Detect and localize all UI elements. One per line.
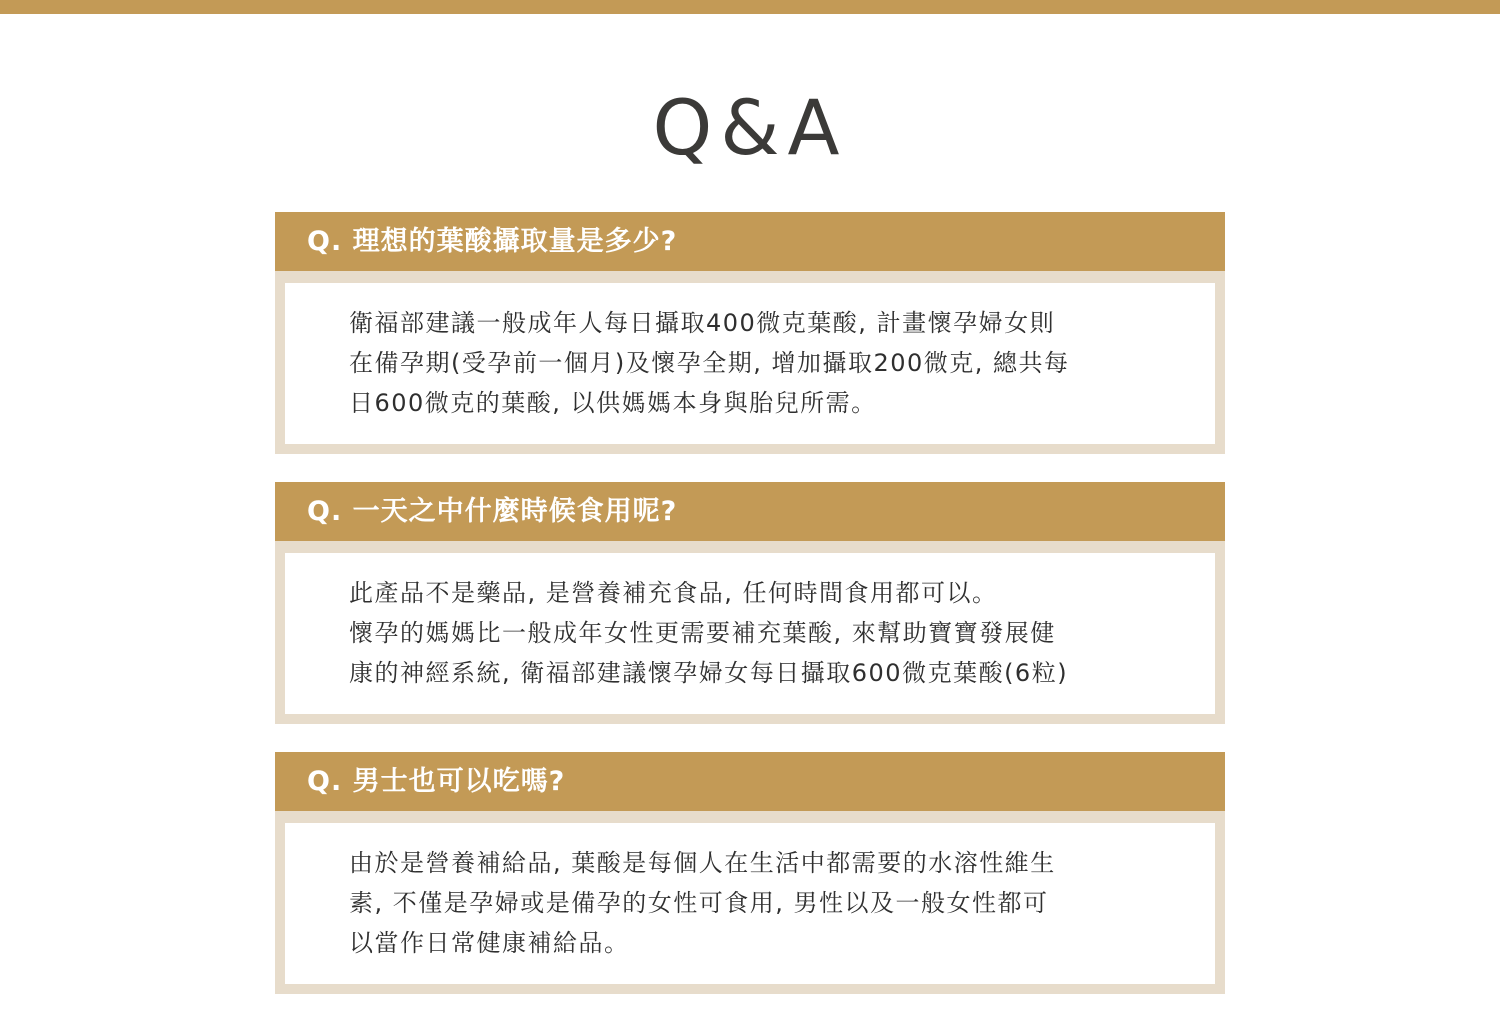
faq-item-men-can-take [275,752,1225,994]
top-accent-bar [0,0,1500,14]
faq-answer: 此產品不是藥品, 是營養補充食品, 任何時間食用都可以。 懷孕的媽媽比一般成年女性更需要補充葉酸, 來幫助寶寶發展健 康的神經系統, 衛福部建議懷孕婦女每日攝取600微克葉酸(6粒) [349,579,1069,687]
faq-answer: 由於是營養補給品, 葉酸是每個人在生活中都需要的水溶性維生 素, 不僅是孕婦或是備孕的女性可食用, 男性以及一般女性都可 以當作日常健康補給品。 [349,849,1056,957]
faq-answer-box [285,283,1215,444]
faq-answer-box [285,553,1215,714]
faq-question: Q. 理想的葉酸攝取量是多少? [275,212,1225,271]
page-title: Q&A [652,83,848,172]
faq-item-when-to-take [275,482,1225,724]
faq-answer: 衛福部建議一般成年人每日攝取400微克葉酸, 計畫懷孕婦女則 在備孕期(受孕前一個月)及懷孕全期, 增加攝取200微克, 總共每 日600微克的葉酸, 以供媽媽本身與胎兒所需。 [349,309,1070,417]
faq-question: Q. 男士也可以吃嗎? [275,752,1225,811]
faq-answer-box [285,823,1215,984]
faq-item-folic-acid-intake [275,212,1225,454]
faq-question: Q. 一天之中什麼時候食用呢? [275,482,1225,541]
